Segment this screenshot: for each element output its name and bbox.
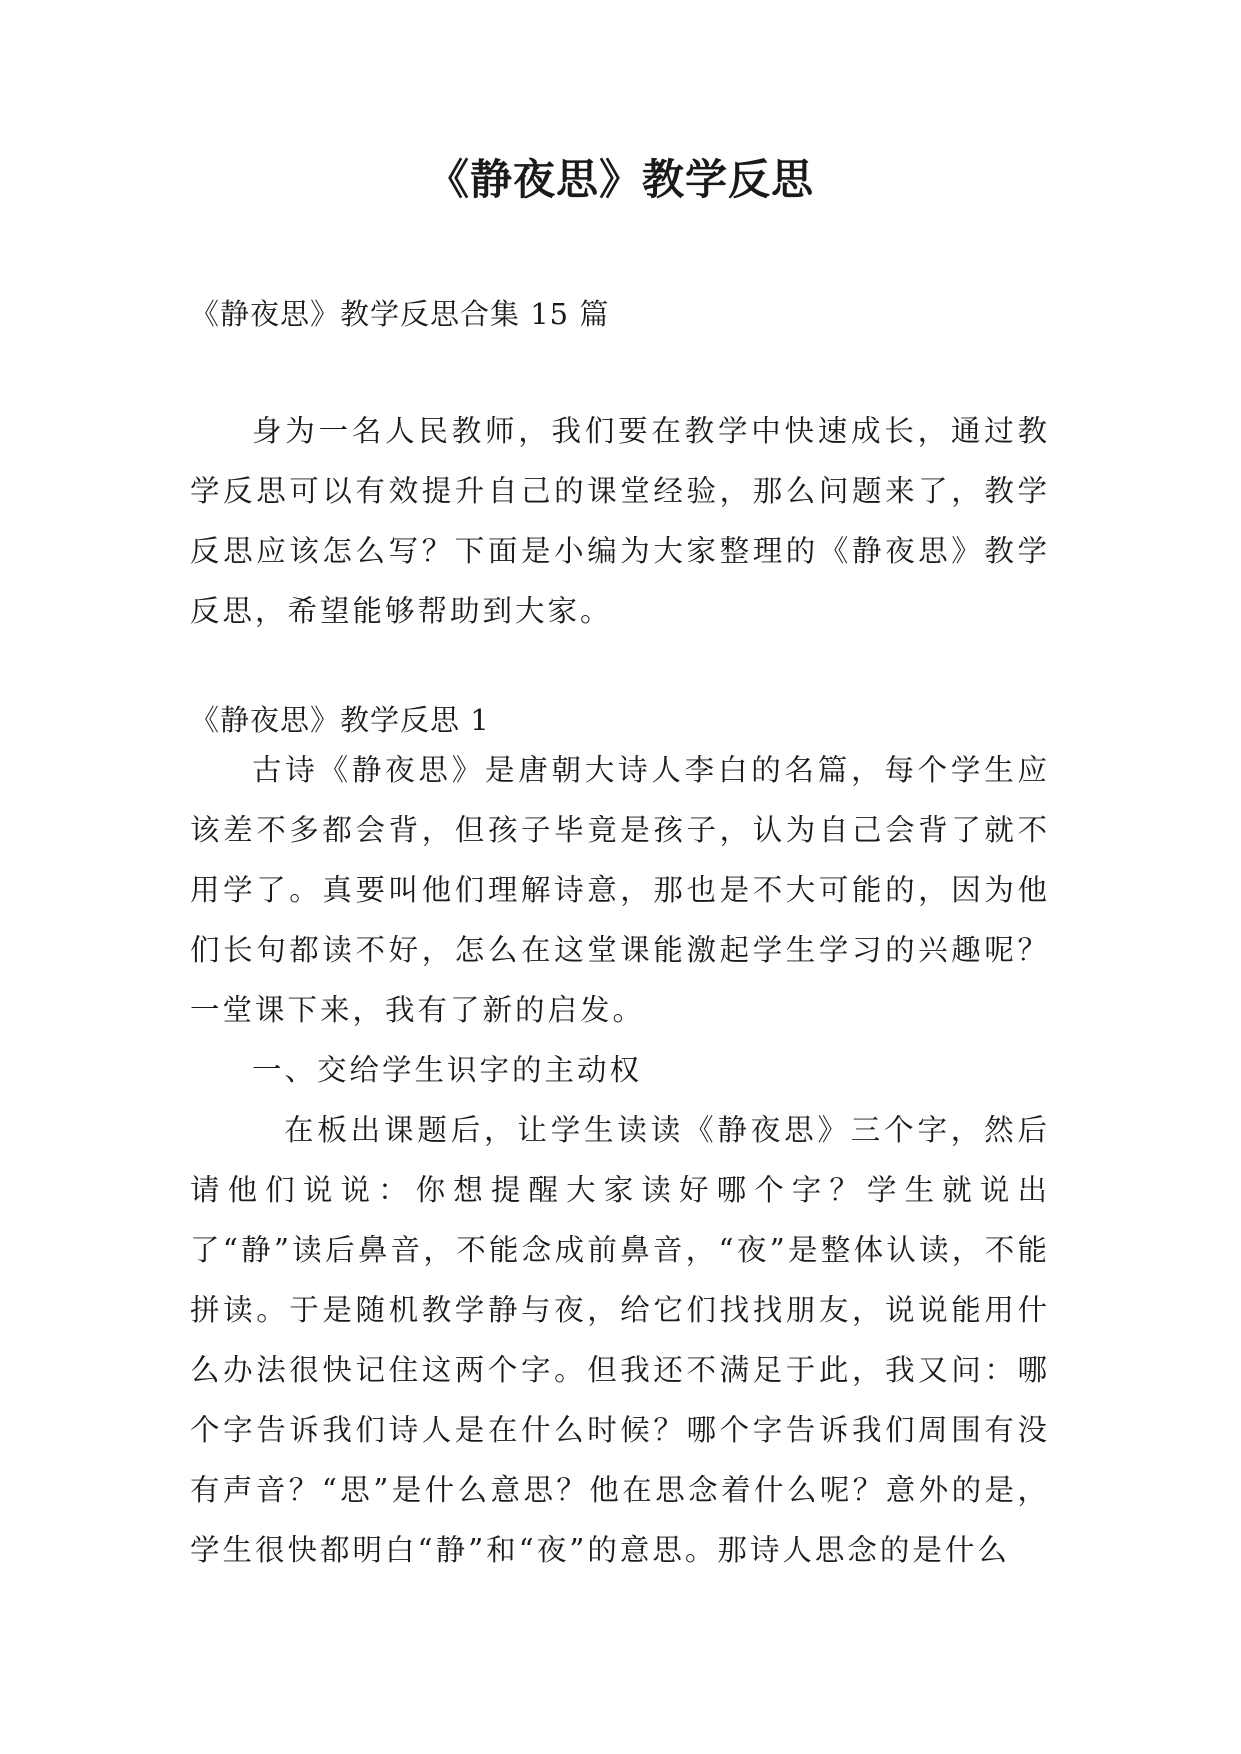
section-heading: 《静夜思》教学反思 1 [190,703,490,737]
document-title: 《静夜思》教学反思 [426,155,814,204]
document-subtitle: 《静夜思》教学反思合集 15 篇 [190,297,610,331]
point-heading: 一、交给学生识字的主动权 [252,1053,643,1087]
section-paragraph-1: 古诗《静夜思》是唐朝大诗人李白的名篇，每个学生应该差不多都会背，但孩子毕竟是孩子，认为自己会背了就不用学了。真要叫他们理解诗意，那也是不大可能的，因为他们长句都读不好，怎么在这堂课能激起学生学习的兴趣呢？一堂课下来，我有了新的启发。 [190,753,1050,1027]
section-paragraph-2: 在板出课题后，让学生读读《静夜思》三个字，然后请他们说说：你想提醒大家读好哪个字？学生就说出了“静”读后鼻音，不能念成前鼻音，“夜”是整体认读，不能拼读。于是随机教学静与夜，给它们找找朋友，说说能用什么办法很快记住这两个字。但我还不满足于此，我又问：哪个字告诉我们诗人是在什么时候？哪个字告诉我们周围有没有声音？“思”是什么意思？他在思念着什么呢？意外的是，学生很快都明白“静”和“夜”的意思。那诗人思念的是什么 [190,1113,1050,1567]
intro-paragraph: 身为一名人民教师，我们要在教学中快速成长，通过教学反思可以有效提升自己的课堂经验，那么问题来了，教学反思应该怎么写？下面是小编为大家整理的《静夜思》教学反思，希望能够帮助到大家。 [190,414,1050,628]
